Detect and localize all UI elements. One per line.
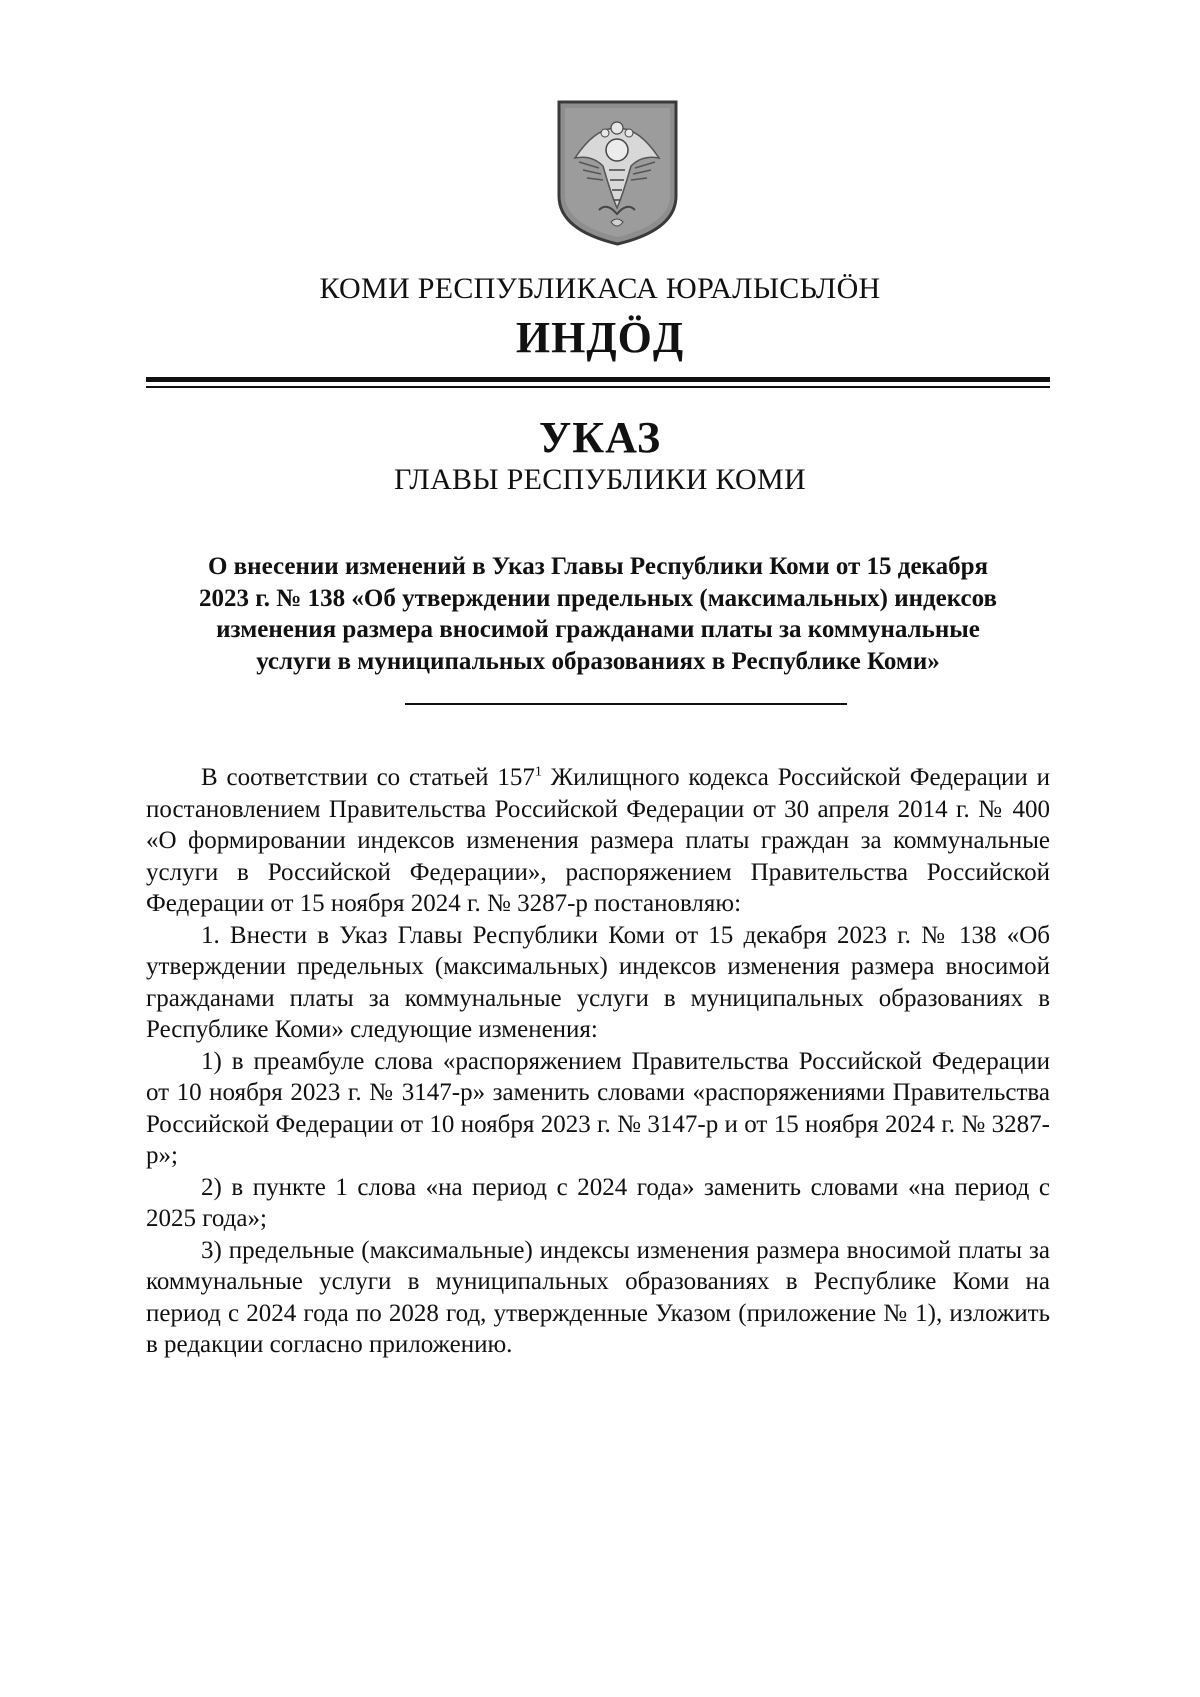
title-line: О внесении изменений в Указ Главы Республики Коми от 15 декабря (207, 553, 989, 580)
document-issuer: ГЛАВЫ РЕСПУБЛИКИ КОМИ (394, 463, 806, 496)
subitem-2-paragraph: 2) в пункте 1 слова «на период с 2024 года» заменить словами «на период с 2025 года»; (146, 1173, 1050, 1232)
title-line: 2023 г. № 138 «Об утверждении предельных (максимальных) индексов (198, 584, 998, 612)
document-title (146, 551, 1050, 677)
header-divider-thin (146, 386, 1050, 388)
header-title: КОМИ РЕСПУБЛИКАСА ЮРАЛЫСЬЛӦН (319, 272, 881, 305)
subitem-1-paragraph: 1) в преамбуле слова «распоряжением Правительства Российской Федерации от 10 ноября 2023 г. № 3147-р» заменить словами «распоряжениями Правительства Российской Федерации от 10 ноября 2023 г. № 3147-р и от 15 ноября 2024 г. № 3287-р»; (146, 1047, 1050, 1169)
subitem-3-paragraph: 3) предельные (максимальные) индексы изменения размера вносимой платы за коммунальные услуги в муниципальных образованиях в Республике Коми на период с 2024 года по 2028 год, утвержденные Указом (приложение № 1), изложить в редакции согласно приложению. (146, 1236, 1050, 1358)
article-superscript: 1 (534, 764, 542, 780)
coat-of-arms-icon (555, 98, 680, 248)
document-body (146, 762, 1050, 1361)
header-divider-thick (146, 377, 1050, 382)
document-type: УКАЗ (538, 413, 662, 462)
preamble-paragraph (146, 762, 1050, 920)
item-1-paragraph: 1. Внести в Указ Главы Республики Коми от 15 декабря 2023 г. № 138 «Об утверждении предельных (максимальных) индексов изменения размера вносимой гражданами платы за коммунальные услуги в муниципальных образованиях в Республике Коми» следующие изменения: (146, 921, 1050, 1043)
coat-of-arms-emblem (555, 98, 680, 248)
preamble-text-start: В соответствии со статьей 157 (201, 764, 535, 791)
header-subtitle: ИНДӦД (515, 313, 685, 362)
title-line: изменения размера вносимой гражданами платы за коммунальные (216, 616, 980, 643)
preamble-text-end: Жилищного кодекса Российской Федерации и постановлением Правительства Российской Федерации от 30 апреля 2014 г. № 400 «О формировании индексов изменения размера платы граждан за коммунальные услуги в Российской Федерации», распоряжением Правительства Российской Федерации от 15 ноября 2024 г. № 3287-р постановляю: (146, 764, 1050, 917)
title-underline (405, 703, 847, 705)
title-line: услуги в муниципальных образованиях в Республике Коми» (256, 647, 940, 675)
